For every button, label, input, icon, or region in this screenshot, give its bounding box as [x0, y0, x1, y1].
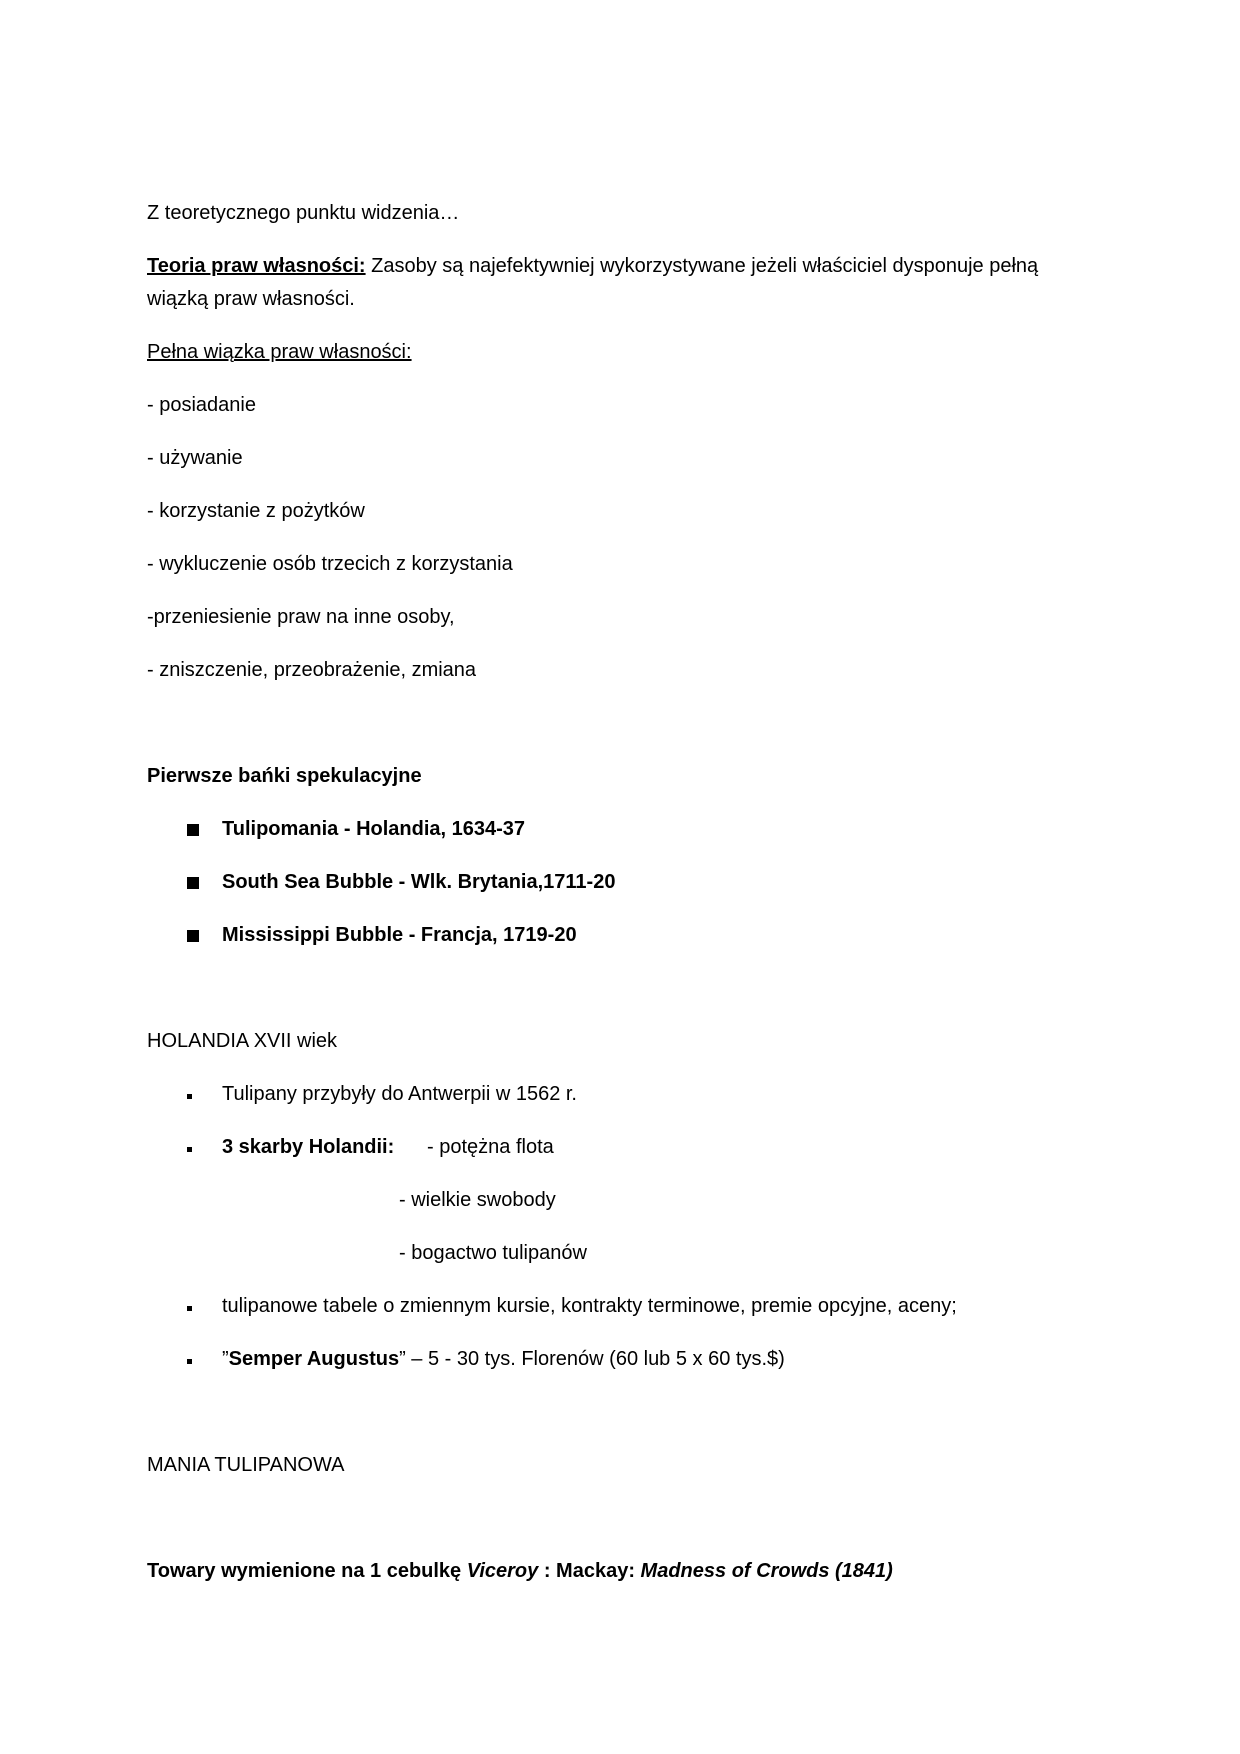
square-bullet-icon [187, 877, 199, 889]
treasure-item: - potężna flota [427, 1136, 554, 1158]
theory-definition: Zasoby są najefektywniej wykorzystywane jeżeli właściciel dysponuje pełną wiązką praw własności. [147, 255, 1039, 310]
bubbles-heading: Pierwsze bańki spekulacyjne [147, 765, 422, 787]
small-bullet-icon [187, 1147, 192, 1152]
holland-item: tulipanowe tabele o zmiennym kursie, kontrakty terminowe, premie opcyjne, aceny; [222, 1295, 957, 1317]
mania-heading: MANIA TULIPANOWA [147, 1454, 345, 1476]
goods-line [147, 1555, 893, 1588]
bubble-item: Mississippi Bubble - Francja, 1719-20 [222, 924, 577, 946]
goods-part2: : Mackay: [538, 1560, 641, 1582]
semper-price: ” – 5 - 30 tys. Florenów (60 lub 5 x 60 tys.$) [399, 1348, 785, 1370]
holland-item: Tulipany przybyły do Antwerpii w 1562 r. [222, 1083, 577, 1105]
goods-viceroy: Viceroy [466, 1560, 539, 1582]
small-bullet-icon [187, 1359, 192, 1364]
treasure-item: - bogactwo tulipanów [399, 1242, 587, 1264]
semper-augustus: Semper Augustus [228, 1348, 400, 1370]
rights-heading: Pełna wiązka praw własności: [147, 341, 412, 363]
bubble-item: South Sea Bubble - Wlk. Brytania,1711-20 [222, 871, 616, 893]
rights-item: - używanie [147, 447, 243, 469]
intro-line: Z teoretycznego punktu widzenia… [147, 202, 460, 224]
holland-item-semper [222, 1343, 785, 1376]
rights-item: - zniszczenie, przeobrażenie, zmiana [147, 659, 477, 681]
bubble-item: Tulipomania - Holandia, 1634-37 [222, 818, 526, 840]
small-bullet-icon [187, 1094, 192, 1099]
holland-heading: HOLANDIA XVII wiek [147, 1030, 338, 1052]
rights-item: -przeniesienie praw na inne osoby, [147, 606, 455, 628]
treasure-item: - wielkie swobody [399, 1189, 556, 1211]
goods-book: Madness of Crowds (1841) [640, 1560, 893, 1582]
rights-item: - wykluczenie osób trzecich z korzystania [147, 553, 513, 575]
theory-term: Teoria praw własności: [147, 255, 366, 277]
square-bullet-icon [187, 930, 199, 942]
square-bullet-icon [187, 824, 199, 836]
small-bullet-icon [187, 1306, 192, 1311]
rights-item: - posiadanie [147, 394, 256, 416]
quote-open: ” [222, 1348, 229, 1370]
goods-part1: Towary wymienione na 1 cebulkę [147, 1560, 467, 1582]
rights-item: - korzystanie z pożytków [147, 500, 365, 522]
theory-paragraph [147, 250, 1077, 316]
treasures-label: 3 skarby Holandii: [222, 1136, 395, 1158]
